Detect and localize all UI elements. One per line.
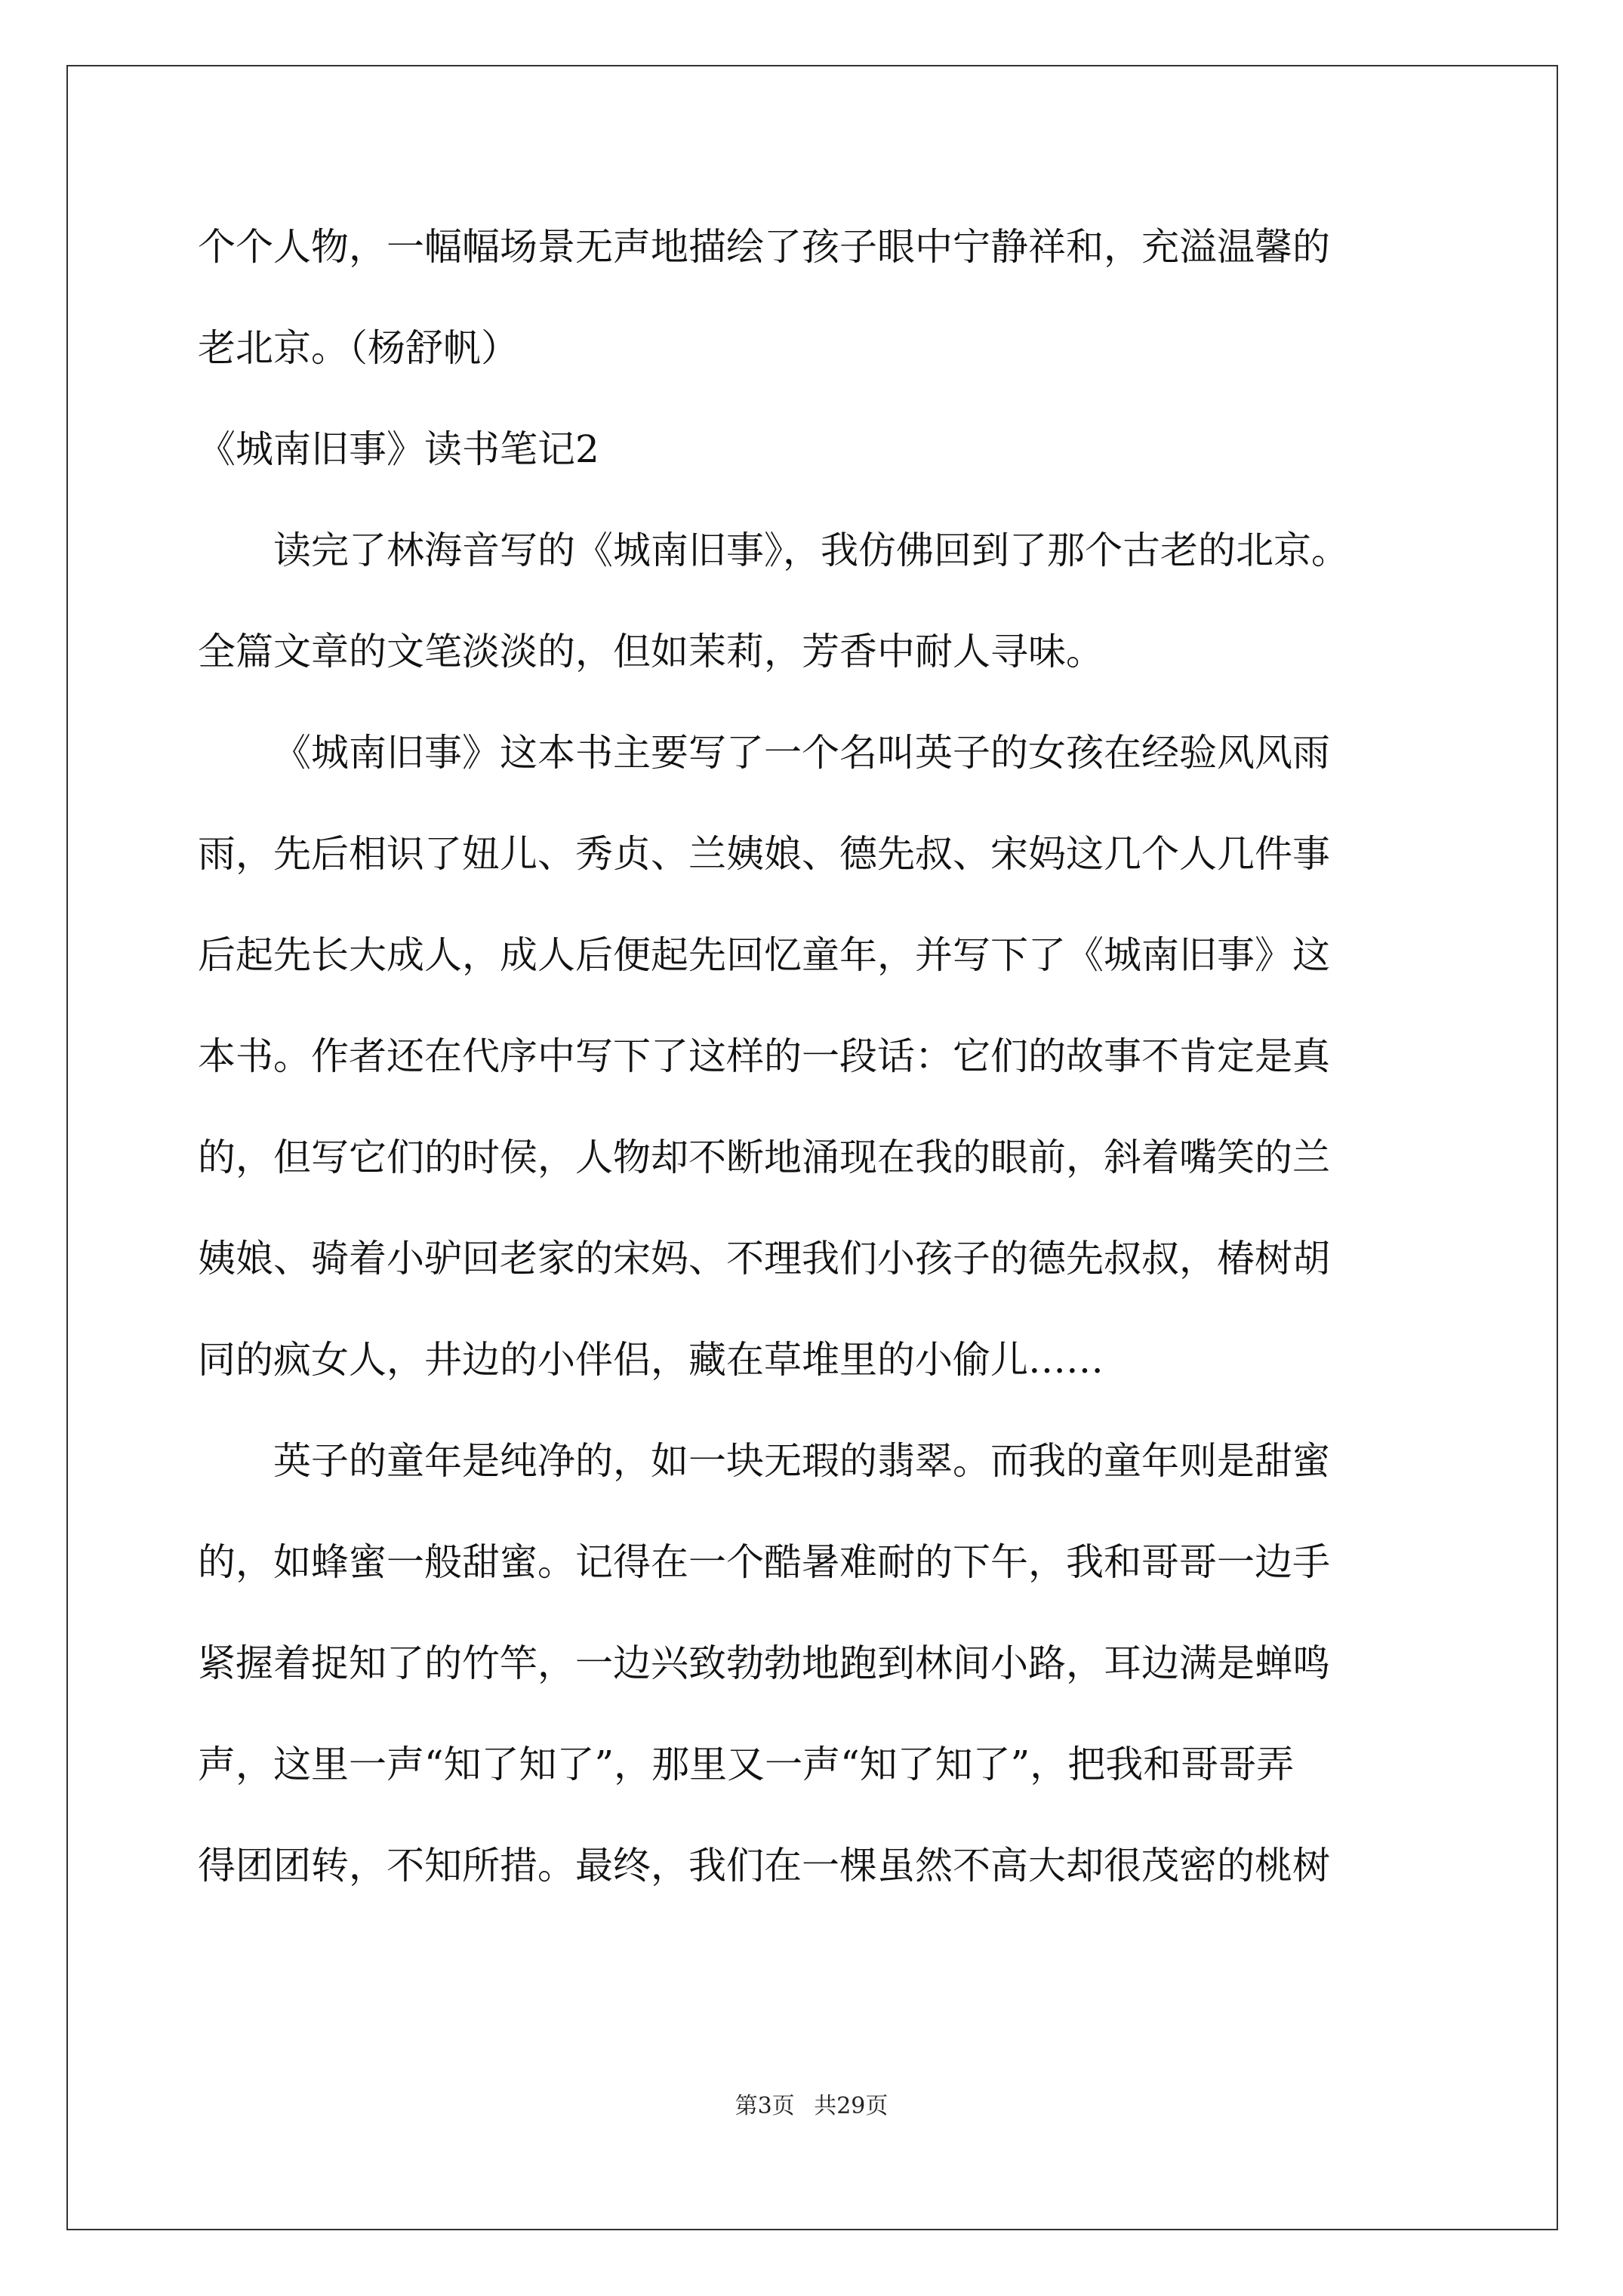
text-line-10: 的，但写它们的时侯，人物却不断地涌现在我的眼前，斜着嘴笑的兰 [198, 1136, 1330, 1179]
section-title: 《城南旧事》读书笔记2 [198, 427, 599, 471]
text-line-11: 姨娘、骑着小驴回老家的宋妈、不理我们小孩子的德先叔叔，椿树胡 [198, 1237, 1330, 1281]
document-body [198, 196, 1439, 1916]
text-line-14: 的，如蜂蜜一般甜蜜。记得在一个酷暑难耐的下午，我和哥哥一边手 [198, 1540, 1330, 1584]
text-line-15: 紧握着捉知了的竹竿，一边兴致勃勃地跑到林间小路，耳边满是蝉鸣 [198, 1641, 1330, 1685]
text-line-5: 全篇文章的文笔淡淡的，但如茉莉，芳香中耐人寻味。 [198, 630, 1104, 673]
text-line-16: 声，这里一声“知了知了”，那里又一声“知了知了”，把我和哥哥弄 [198, 1743, 1295, 1786]
text-line-8: 后起先长大成人，成人后便起先回忆童年，并写下了《城南旧事》这 [198, 933, 1330, 977]
text-line-7: 雨，先后相识了妞儿、秀贞、兰姨娘、德先叔、宋妈这几个人几件事 [198, 832, 1330, 876]
text-line-9: 本书。作者还在代序中写下了这样的一段话：它们的故事不肯定是真 [198, 1034, 1330, 1078]
text-line-6: 《城南旧事》这本书主要写了一个名叫英子的女孩在经验风风雨 [273, 731, 1330, 775]
text-line-17: 得团团转，不知所措。最终，我们在一棵虽然不高大却很茂密的桃树 [198, 1844, 1330, 1888]
text-line-2: 老北京。（杨舒帆） [198, 326, 519, 370]
text-line-4: 读完了林海音写的《城南旧事》，我仿佛回到了那个古老的北京。 [273, 529, 1349, 572]
text-line-1: 个个人物，一幅幅场景无声地描绘了孩子眼中宁静祥和，充溢温馨的 [198, 225, 1330, 269]
text-line-12: 同的疯女人，井边的小伴侣，藏在草堆里的小偷儿…… [198, 1338, 1104, 1382]
page-number: 第3页 [735, 2093, 795, 2119]
page-footer [0, 2091, 1623, 2122]
text-line-13: 英子的童年是纯净的，如一块无瑕的翡翠。而我的童年则是甜蜜 [273, 1439, 1330, 1483]
total-pages: 共29页 [814, 2093, 888, 2119]
